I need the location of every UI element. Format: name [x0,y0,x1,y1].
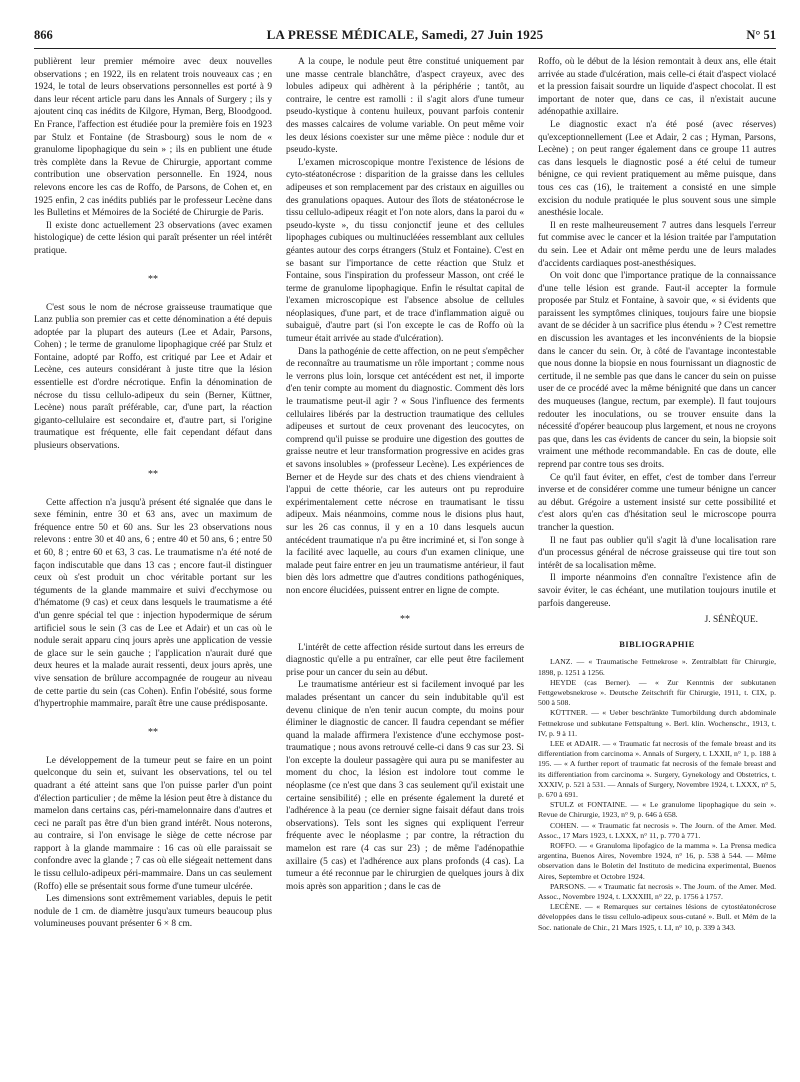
paragraph: Les dimensions sont extrêmement variables, depuis le petit nodule de 1 cm. de diamètre jusqu'aux tumeurs beaucoup plus volumineuses pouvant présenter 6 × 8 cm. [34,894,272,930]
author-signature: J. SÉNÈQUE. [704,615,758,626]
paragraph: Il ne faut pas oublier qu'il s'agit là d'une localisation rare d'un processus général de nécrose graisseuse qui tire tout son intérêt de sa localisation même. [538,535,776,571]
paragraph: A la coupe, le nodule peut être constitué uniquement par une masse centrale blanchâtre, d'aspect crayeux, avec des lobules adipeux qui adhèrent à la périphérie ; tantôt, au contraire, le centre est ramolli : il s'agit alors d'une tumeur pseudo-kystique à contenu huileux, pouvant parfois contenir des masses calcaires de volume variable. On peut même voir les deux lésions coexister sur une même pièce : nodule dur et pseudo-kyste. [286,57,524,156]
section-separator: ** [148,726,158,738]
paragraph: Ce qu'il faut éviter, en effet, c'est de tomber dans l'erreur inverse et de considérer comme une tumeur bénigne un cancer au début. Grégoire a ustement insisté sur cette possibilité et c'est alors qu'en cas d'hésitation seul le microscope pourra trancher la question. [538,472,776,533]
bibliography-entry: LANZ. — « Traumatische Fettnekrose ». Zentralblatt für Chirurgie, 1898, p. 1251 à 1256. [538,657,776,677]
bibliography-title: BIBLIOGRAPHIE [619,639,695,649]
journal-title: LA PRESSE MÉDICALE, Samedi, 27 Juin 1925 [266,27,544,42]
paragraph: L'examen microscopique montre l'existence de lésions de cyto-stéatonécrose : disparition de la graisse dans les cellules adipeuses et son remplacement par des cristaux en aiguilles ou des granulations opaques. Autour des îlots de stéatonécrose le tissu cellulo-adipeux réagit et l'on note alors, dans la paroi du « pseudo-kyste », du tissu conjonctif jeune et des cellules lipophages cubiques ou multinucléées ressemblant aux cellules géantes autour des corps étrangers (Stulz et Fontaine). C'est en se basant sur l'importance de cette réaction que Stulz et Fontaine, sous l'inspiration du professeur Masson, ont créé le terme de granulome lipophagique. Enfin le résultat capital de l'examen microscopique est l'absence absolue de cellules néoplasiques, d'une part, et de trace d'inflammation aiguë ou subaiguë, d'autre part (si l'on excepte le cas de Roffo où la tumeur était arrivée au stade d'ulcération). [286,157,524,345]
bibliography-entry: HEYDE (cas Berner). — « Zur Kenntnis der subkutanen Fettgewebsnekrose ». Deutsche Zeitschrift für Chirurgie, 1911, t. CIX, p. 500 à 508. [538,677,776,708]
page-number: 866 [34,28,53,42]
bibliography-entry: ROFFO. — « Granuloma lipofagico de la mamma ». La Prensa medica argentina, Buenos Aires, Novembre 1924, n° 16, p. 538 à 544. — Même observation dans le Boletin del Instituto de medicina experimental, Buenos Aires, Septembre et Octobre 1924. [538,840,776,881]
column-2 [286,56,524,1072]
paragraph: Il importe néanmoins d'en connaître l'existence afin de savoir éviter, le cas échéant, une mutilation toujours inutile et parfois dangereuse. [538,573,776,609]
column-3 [538,56,776,1072]
column-1 [34,56,272,1072]
paragraph: On voit donc que l'importance pratique de la connaissance d'une telle lésion est grande. Faut-il accepter la formule proposée par Stulz et Fontaine, à savoir que, « si évidents que paraissent les symptômes cliniques, toujours faire une biopsie avant de se décider à un sacrifice plus étendu » ? C'est remettre en discussion les avantages et les inconvénients de la biopsie dans le cancer du sein. Or, à côté de l'avantage incontestable que nous donne la biopsie en nous fournissant un diagnostic de certitude, il ne semble pas que dans le cancer du sein on puisse user de ce procédé avec la même bénignité que dans un cancer des muqueuses (langue, rectum, par exemple). Il faut toujours redouter les inoculations, ou se trouver ensuite dans la nécessité d'opérer beaucoup plus largement, et nous ne croyons pas que, dans les cas évidents de cancer du sein, la biopsie soit vraiment une méthode recommandable. En cas de doute, elle reprend par contre tous ses droits. [538,271,776,470]
bibliography-entry: COHEN. — « Traumatic fat necrosis ». The Journ. of the Amer. Med. Assoc., 17 Mars 1923, t. LXXX, n° 11, p. 770 à 771. [538,820,776,840]
section-separator: ** [400,613,410,625]
bibliography-entry: PARSONS. — « Traumatic fat necrosis ». The Journ. of the Amer. Med. Assoc., Novembre 1924, t. LXXXIII, n° 22, p. 1756 à 1757. [538,881,776,901]
paragraph: Dans la pathogénie de cette affection, on ne peut s'empêcher de reconnaître au traumatisme un rôle important ; comme nous le verrons plus loin, lorsque cet antécédent est net, il importe d'en tenir compte au moment du diagnostic. Comment dès lors le traumatisme peut-il agir ? « Sous l'influence des ferments cellulaires libérés par la destruction traumatique des cellules adipeuses et surtout de ceux provenant des leucocytes, on comprend qu'il puisse se produire une digestion des gouttes de graisse neutre et leur transformation progressive en acides gras et savons insolubles » (professeur Lecène). Les expériences de Berner et de Heyde sur des chats et des chiens viendraient à l'appui de cette théorie, car les auteurs ont pu reproduire expérimentalement cette nécrose en traumatisant le tissu adipeux. Mais néanmoins, comme nous le disions plus haut, sur les 26 cas connus, il y en a 10 dans lesquels aucun antécédent traumatique n'a pu être incriminé et, si l'on songe à la facilité avec laquelle, au cours d'un examen clinique, une malade peut faire entrer en jeu un traumatisme antérieur, il faut bien dès lors admettre que d'autres conditions pathogéniques, non encore élucidées, puissent entrer en ligne de compte. [286,346,524,596]
bibliography-entry: KÜTTNER. — « Ueber beschränkte Tumorbildung durch abdominale Fettnekrose und subkutane Fettspaltung ». Berl. klin. Wochenschr., 1913, t. IV, p. 9 à 11. [538,708,776,738]
paragraph: Il existe donc actuellement 23 observations (avec examen histologique) de cette lésion qui paraît présenter un réel intérêt pratique. [34,220,272,256]
paragraph: Le diagnostic exact n'a été posé (avec réserves) qu'exceptionnellement (Lee et Adair, 2 cas ; Hyman, Parsons, Lecène) ; on peut ranger également dans ce groupe 11 autres cas dans lesquels le diagnostic posé a été celui de tumeur bénigne, ce qui revient pratiquement au même puisque, dans tous ces cas (16), le traitement a consisté en une simple excision du nodule pratiquée le plus souvent sous une simple anesthésie locale. [538,119,776,219]
page-header [34,26,776,49]
bibliography-entry: LEE et ADAIR. — « Traumatic fat necrosis of the female breast and its differentiation from carcinoma ». Annals of Surgery, t. LXXII, n° 1, p. 188 à 195. — « A further report of traumatic fat necrosis of the female breast and its differentiation from carcinoma ». Surgery, Gynekology and Obstetrics, t. XXXIV, p. 521 à 531. — Annals of Surgery, Novembre 1924, t. LXXX, n° 5, p. 670 à 691. [538,738,776,799]
section-separator: ** [148,273,158,285]
bibliography-list [538,657,776,932]
paragraph: Le développement de la tumeur peut se faire en un point quelconque du sein et, suivant les observations, tel ou tel quadrant a été atteint sans que l'on puisse parler d'un point d'élection particulier ; de même la lésion peut être à distance du mamelon dans certains cas, péri-mamelonnaire dans d'autres et ceci ne paraît pas être d'un bien grand intérêt. Nous noterons, au contraire, si l'on envisage le siège de cette nécrose par rapport à la glande mammaire : 16 cas où elle paraissait se confondre avec la glande ; 7 cas où elle siégeait nettement dans le tissu cellulo-adipeux péri-mammaire. Dans un cas seulement (Roffo) elle se présentait sous forme d'une tumeur ulcérée. [34,755,272,892]
paragraph: L'intérêt de cette affection réside surtout dans les erreurs de diagnostic qu'elle a pu entraîner, car elle peut être facilement prise pour un cancer du sein au début. [286,642,524,678]
paragraph: Roffo, où le début de la lésion remontait à deux ans, elle était arrivée au stade d'ulcération, mais celle-ci était d'aspect violacé et la pression faisait sourdre un liquide d'aspect chocolat. Il est important de noter que, dans ce cas, il n'existait aucune adénopathie axillaire. [538,57,776,118]
paragraph: Cette affection n'a jusqu'à présent été signalée que dans le sexe féminin, entre 30 et 63 ans, avec un maximum de fréquence entre 50 et 60 ans. Sur les 23 observations nous relevons : entre 30 et 40 ans, 6 ; entre 40 et 50 ans, 6 ; entre 50 et 60, 8 ; entre 60 et 63, 3 cas. Le traumatisme n'a été noté de façon indiscutable que dans 13 cas ; encore faut-il distinguer ceux où s'est produit un choc véritable portant sur les téguments de la glande mammaire et suivi d'ecchymose ou d'hématome (9 cas) et ceux dans lesquels le traumatisme a été d'un genre spécial tel que : injection hypodermique de sérum artificiel sous le sein (3 cas de Lee et Adair) et un cas où le nodule serait apparu cinq jours après une application de vessie de glace sur le sein gauche ; l'application n'aurait duré que deux heures et la malade aurait ressenti, deux jours après, une vive sensation de brûlure accompagnée de rougeur au niveau de cette partie du sein (cas Cohen). Enfin l'obésité, sous forme d'hypertrophie mammaire, paraît être une cause prédisposante. [34,497,272,710]
paragraph: Il en reste malheureusement 7 autres dans lesquels l'erreur fut commise avec le cancer et la lésion traitée par l'amputation du sein. Lee et Adair ont même perdu une de leurs malades d'accidents cardiaques post-anesthésiques. [538,220,776,269]
paragraph: Le traumatisme antérieur est si facilement invoqué par les malades présentant un cancer du sein indubitable qu'il est devenu clinique de n'en tenir aucun compte, du moins pour éliminer le diagnostic de cancer. Il faudra cependant se méfier quand la malade affirmera l'existence d'une ecchymose post-traumatique ; nous avons retrouvé celle-ci dans 9 cas sur 23. Si l'on excepte la douleur passagère qui aura pu se manifester au moment du choc, la lésion est indolore tout comme le néoplasme (ce n'est que dans 3 cas seulement qu'il existait une certaine sensibilité) ; elle en présente également la dureté et l'adhérence à la peau (ce dernier signe faisait défaut dans trois observations). Tels sont les signes qui expliquent l'erreur fréquente avec le néoplasme ; par contre, la rétraction du mamelon est rare (4 cas sur 23) ; de même l'adénopathie axillaire (5 cas) et l'adhérence aux plans profonds (4 cas). La tumeur a été reconnue par le chirurgien de quelques jours à dix mois après son apparition ; dans le cas de [286,680,524,892]
bibliography-entry: LECÈNE. — « Remarques sur certaines lésions de cytostéatonécrose développées dans le tissu cellulo-adipeux sous-cutané ». Bull. et Mém de la Soc. nationale de Chir., 21 Mars 1925, t. LI, n° 10, p. 339 à 343. [538,902,776,932]
bibliography-entry: STULZ et FONTAINE. — « Le granulome lipophagique du sein ». Revue de Chirurgie, 1923, n° 9, p. 646 à 658. [538,800,776,820]
section-separator: ** [148,468,158,480]
paragraph: publièrent leur premier mémoire avec deux nouvelles observations ; en 1922, ils en relatent trois nouveaux cas ; en 1924, le total de leurs observations personnelles est porté à 9 dans leur récent article paru dans les Annals of Surgery ; ils y ajoutent cinq cas inédits de Kilgore, Hyman, Berg, Bloodgood. En France, l'affection est étudiée pour la première fois en 1923 par Stulz et Fontaine (de Strasbourg) sous le nom de « granulome lipophagique du sein » ; ils en publient une étude très complète dans la Revue de Chirurgie, apportant comme contribution une observation personnelle. En 1924, nous relevons encore les cas de Roffo, de Parsons, de Cohen et, en 1925 enfin, 2 cas inédits publiés par le professeur Lecène dans les Bulletins et Mémoires de la Société de Chirurgie de Paris. [34,57,272,219]
paragraph: C'est sous le nom de nécrose graisseuse traumatique que Lanz publia son premier cas et cette dénomination a été depuis adoptée par la plupart des auteurs (Lee et Adair, Parsons, Cohen) ; le terme de granulome lipophagique créé par Stulz et Fontaine, adopté par Roffo, est critiqué par Lee et Adair et Lecène, ces auteurs considérant à juste titre que la lésion essentielle est d'ordre nécrotique. Enfin la dénomination de nécrose du tissu cellulo-adipeux du sein (Berner, Küttner, Lecène) nous paraît préférable, car, d'une part, la réaction giganto-cellulaire est secondaire et, d'autre part, si l'origine traumatique est fréquente, elle fait cependant défaut dans plusieurs observations. [34,302,272,452]
issue-number: N° 51 [746,28,776,42]
